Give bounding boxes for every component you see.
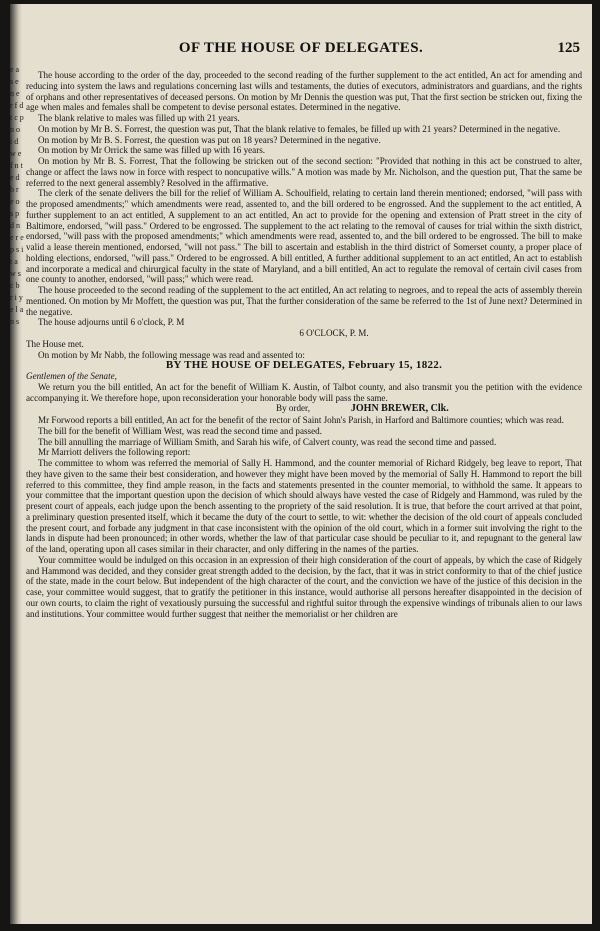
- by-order: By order,: [276, 403, 310, 414]
- signature-block: [26, 403, 582, 415]
- paragraph: The House met.: [26, 338, 84, 349]
- paragraph: Mr Marriott delivers the following report:: [38, 447, 191, 458]
- signature-name: JOHN BREWER, Clk.: [350, 403, 449, 415]
- message-body: We return you the bill entitled, An act for the benefit of William K. Austin, of Talbot county, and also transmit you the petition with the evidence accompanying it. We therefore hope, upon reconsideration your honorable body will pass the same.: [26, 381, 582, 403]
- paragraph: The bill for the benefit of William West, was read the second time and passed.: [38, 425, 322, 436]
- paragraph: The clerk of the senate delivers the bill for the relief of William A. Schoulfield, relating to certain land therein mentioned; endorsed, "will pass with the proposed amendments;" which amendments were read, assented to, and the bill ordered to be engrossed. And the supplement to the act entitled, A further supplement to an act entitled, A supplement to an act entitled, An act to provide for the opening and extension of Pratt street in the city of Baltimore, endorsed, "will pass." Ordered to be engrossed. The supplement to the act relating to the removal of causes for trial within the sixth district, endorsed, "will pass with the proposed amendments;" which amendments were read, assented to, and the bill ordered to be engrossed. The bill to make valid a lease therein mentioned, endorsed, "will not pass." The bill to ascertain and establish in the third district of Somerset county, a proper place of holding elections, endorsed, "will pass." Ordered to be engrossed. A bill entitled, A further additional supplement to an act entitled, An act to establish and incorporate a medical and chirurgical faculty in the state of Maryland, and a bill entitled, An act to regulate the removal of certain civil cases from one county to another, endorsed, "will pass;" which were read.: [26, 188, 582, 285]
- page-header: [10, 40, 592, 62]
- paragraph: On motion by Mr B. S. Forrest, the question was put on 18 years? Determined in the negative.: [38, 134, 381, 145]
- running-title: OF THE HOUSE OF DELEGATES.: [178, 40, 424, 56]
- paragraph: On motion by Mr Nabb, the following message was read and assented to:: [38, 349, 305, 360]
- margin-marks: e a s e n e r f d t c p n o i d w e f n t e d b r e o s p d n e r e p s i t a w s c b r i y e l a n s: [10, 65, 24, 326]
- paragraph: The committee to whom was referred the memorial of Sally H. Hammond, and the counter memorial of Richard Ridgely, beg leave to report, That they have given to the same their best consideration, and however they might have been moved by the memorial of Sally H. Hammond to report the bill referred to this committee, they find ample reason, in the facts and statements presented in the counter memorial, to withhold the same. It appears to your committee that the important question upon the decision of which should always have vested the case of Ridgely and Hammond, was ruled by the present court of appeals, each judge upon the bench assenting to the propriety of the said resolution. It is true, that before the court arrived at that point, a preliminary question presented itself, which it became the duty of the court to settle, to wit: whether the decision of the old court of appeals concluded the present court, and forbade any judgment in that case inconsistent with the opinion of the old court, which in a former suit involving the right to the lands in dispute had been pronounced; in other words, whether the law of that particular case should be peculiar to it, and repugnant to the general law of the land, operating upon all cases similar in their character, and only differing in the names of the parties.: [26, 458, 582, 554]
- paragraph: On motion by Mr Orrick the same was filled up with 16 years.: [38, 145, 266, 156]
- message-heading: BY THE HOUSE OF DELEGATES, February 15, 1822.: [165, 359, 443, 372]
- paragraph: The house proceeded to the second reading of the supplement to the act entitled, An act relating to negroes, and to repeal the acts of assembly therein mentioned. On motion by Mr Moffett, the question was put, That the further consideration of the same be referred to the 1st of June next? Determined in the negative.: [26, 285, 582, 317]
- paragraph: The house according to the order of the day, proceeded to the second reading of the further supplement to the act entitled, An act for amending and reducing into system the laws and regulations concerning last wills and testaments, the duties of executors, administrators and guardians, and the rights of orphans and other representatives of deceased persons. On motion by Mr Dennis the question was put, That the first section be stricken out, fixing the age when males and females shall be competent to devise personal estates. Determined in the negative.: [26, 70, 582, 113]
- document-page: [10, 4, 592, 924]
- salutation: Gentlemen of the Senate,: [26, 371, 117, 381]
- page-number: 125: [557, 40, 580, 56]
- time-heading: 6 O'CLOCK, P. M.: [299, 328, 369, 338]
- paragraph: On motion by Mr B. S. Forrest, the question was put, That the blank relative to females, be filled up with 21 years? Determined in the negative.: [38, 123, 561, 134]
- paragraph: Mr Forwood reports a bill entitled, An act for the benefit of the rector of Saint John's Parish, in Harford and Baltimore counties; which was read.: [38, 415, 564, 425]
- body-text: [26, 70, 582, 619]
- paragraph: Your committee would be indulged on this occasion in an expression of their high consideration of the court of appeals, by which the case of Ridgely and Hammond was decided, and they consider great strength added to the decision, by the fact, that it was in strict conformity to that of the chief justice of the state, made in the court below. But independent of the high character of the court, and the conviction we have of the justice of this decision in the case, your committee would suggest, that to gratify the petitioner in this instance, would authorise all persons hereafter disappointed in the decision of our own courts, to claim the right of vexatiously pursuing the successful and rightful suitor through the expensive windings of tribunals alien to our laws and institutions. Your committee would further suggest that neither the memorialist or her children are: [26, 554, 582, 619]
- paragraph: On motion by Mr B. S. Forrest, That the following be stricken out of the second section: "Provided that nothing in this act be construed to alter, change or affect the laws now in force with respect to noncupative wills." A motion was made by Mr. Nicholson, and the question put, That the same be referred to the next general assembly? Resolved in the affirmative.: [26, 156, 582, 188]
- paragraph: The bill annulling the marriage of William Smith, and Sarah his wife, of Calvert county, was read the second time and passed.: [38, 436, 497, 447]
- paragraph: The blank relative to males was filled up with 21 years.: [38, 113, 240, 123]
- paragraph: The house adjourns until 6 o'clock, P. M: [38, 317, 185, 328]
